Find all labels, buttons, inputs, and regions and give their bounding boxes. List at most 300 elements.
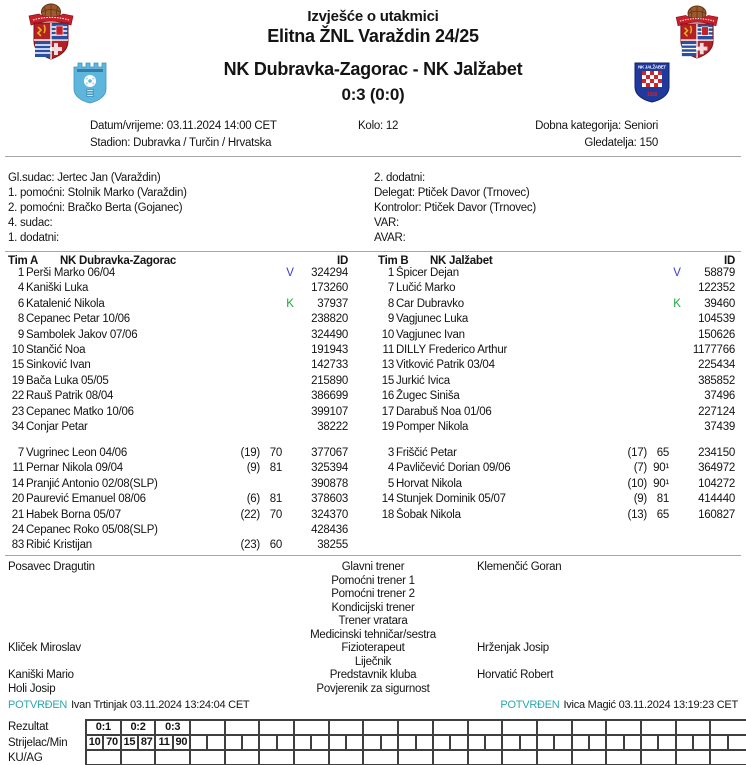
- away-club-logo-icon: [633, 61, 671, 106]
- player-name: Sambolek Jakov 07/06: [26, 328, 138, 341]
- signer-right: Ivica Magić 03.11.2024 13:19:23 CET: [563, 699, 738, 711]
- goal-scorer-cell: [503, 736, 520, 751]
- goal-minute-cell: 70: [104, 736, 121, 751]
- player-id: 58879: [704, 267, 735, 279]
- player-id: 39460: [704, 297, 735, 310]
- kuag-cell: [87, 751, 122, 764]
- player-number: 83: [11, 539, 24, 552]
- status-badge-right: POTVRĐEN: [500, 699, 560, 711]
- player-id: 386699: [311, 390, 348, 403]
- goal-result-cell: [364, 721, 399, 736]
- player-name: Špicer Dejan: [396, 267, 459, 279]
- substitution-minute: 90¹: [653, 477, 669, 490]
- player-name: Lučić Marko: [396, 282, 456, 295]
- substitution-for: [220, 523, 260, 538]
- goal-scorer-cell: [607, 736, 624, 751]
- player-row: [378, 446, 735, 461]
- player-number: 23: [11, 405, 24, 418]
- player-role-mark: [282, 281, 298, 296]
- team-a-label: Tim A: [8, 255, 39, 267]
- substitution-for: [220, 312, 260, 327]
- substitution-minute: [647, 266, 669, 281]
- player-row: [8, 358, 348, 373]
- player-id: 160827: [698, 508, 735, 521]
- player-id: 377067: [311, 447, 348, 459]
- kuag-cell: [226, 751, 261, 764]
- substitution-for: [607, 281, 647, 296]
- goal-scorer-cell: [711, 736, 728, 751]
- player-role-mark: [282, 446, 298, 461]
- goals-kuag-row: [87, 751, 746, 764]
- player-name: Cepanec Matko 10/06: [26, 405, 134, 418]
- substitution-minute: 81: [269, 493, 282, 506]
- substitution-minute: [260, 343, 282, 358]
- player-row: [8, 492, 348, 507]
- substitution-minute: 65: [656, 447, 669, 459]
- player-row: [8, 374, 348, 389]
- player-number: 3: [387, 447, 394, 459]
- substitution-for: [607, 266, 647, 281]
- goal-result-cell: [295, 721, 330, 736]
- official-row: AVAR:: [374, 232, 406, 244]
- goal-scorer-cell: [260, 736, 277, 751]
- player-name: Paurević Emanuel 08/06: [26, 493, 146, 506]
- player-role-mark: V: [673, 267, 681, 279]
- player-role-mark: [282, 358, 298, 373]
- kuag-cell: [156, 751, 191, 764]
- player-row: [8, 389, 348, 404]
- player-id: 37439: [704, 420, 735, 433]
- player-name: Kaniški Luka: [26, 282, 89, 295]
- player-name: Darabuš Noa 01/06: [396, 405, 492, 418]
- kuag-cell: [538, 751, 573, 764]
- match-category: Dobna kategorija: Seniori: [535, 120, 658, 132]
- player-number: 11: [12, 462, 24, 475]
- goal-result-cell: [607, 721, 642, 736]
- player-number: 14: [11, 477, 24, 490]
- player-row: [378, 312, 735, 327]
- goal-minute-cell: [278, 736, 295, 751]
- substitution-for: (13): [627, 508, 647, 521]
- score-line: 0:3 (0:0): [341, 85, 405, 104]
- player-role-mark: [669, 374, 685, 389]
- goal-minute-cell: [729, 736, 746, 751]
- player-row: [378, 405, 735, 420]
- match-attendance: Gledatelja: 150: [584, 137, 658, 149]
- official-row: Gl.sudac: Jertec Jan (Varaždin): [8, 172, 161, 184]
- player-name: Vagjunec Ivan: [396, 328, 465, 341]
- player-role-mark: [669, 328, 685, 343]
- substitution-for: [607, 405, 647, 420]
- substitution-for: [607, 297, 647, 312]
- substitution-minute: [260, 477, 282, 492]
- player-role-mark: [282, 477, 298, 492]
- goal-minute-cell: [625, 736, 642, 751]
- substitution-for: (7): [633, 462, 647, 475]
- substitution-minute: [647, 358, 669, 373]
- goal-result-cell: [226, 721, 261, 736]
- match-stadium: Stadion: Dubravka / Turčin / Hrvatska: [90, 137, 272, 149]
- player-row: [378, 297, 735, 312]
- player-id: 37496: [704, 390, 735, 403]
- player-id: 104539: [698, 313, 735, 326]
- player-row: [378, 461, 735, 476]
- player-id: 104272: [698, 477, 735, 490]
- goal-minute-cell: [417, 736, 434, 751]
- goal-scorer-cell: [538, 736, 555, 751]
- goal-minute-cell: [382, 736, 399, 751]
- substitution-minute: [260, 266, 282, 281]
- player-role-mark: [282, 461, 298, 476]
- goal-result-cell: [642, 721, 677, 736]
- goal-scorer-cell: [295, 736, 312, 751]
- goal-result-cell: [677, 721, 712, 736]
- goal-result-cell: [330, 721, 365, 736]
- substitution-minute: 90¹: [653, 462, 669, 475]
- goal-scorer-cell: [573, 736, 590, 751]
- player-role-mark: [669, 492, 685, 507]
- svg-text:1928: 1928: [646, 92, 658, 98]
- goal-result-cell: [711, 721, 746, 736]
- substitution-minute: 81: [656, 493, 669, 506]
- player-id: 234150: [698, 447, 735, 459]
- player-number: 19: [11, 374, 24, 387]
- goal-scorer-cell: [642, 736, 659, 751]
- team-a-starters: [8, 266, 348, 435]
- player-number: 14: [381, 493, 394, 506]
- divider: [5, 555, 741, 556]
- player-role-mark: [669, 281, 685, 296]
- substitution-for: [607, 420, 647, 435]
- substitution-minute: [260, 297, 282, 312]
- player-name: DILLY Frederico Arthur: [396, 343, 508, 356]
- player-number: 19: [381, 420, 394, 433]
- goal-result-cell: [503, 721, 538, 736]
- goal-result-cell: 0:3: [156, 721, 191, 736]
- player-role-mark: [669, 420, 685, 435]
- team-b-id-header: ID: [724, 255, 735, 267]
- player-row: [378, 374, 735, 389]
- substitution-minute: [647, 405, 669, 420]
- player-row: [378, 492, 735, 507]
- goal-minute-cell: [312, 736, 329, 751]
- player-number: 8: [17, 313, 24, 326]
- goal-scorer-cell: [191, 736, 208, 751]
- substitution-minute: [260, 281, 282, 296]
- substitution-for: (10): [627, 477, 647, 490]
- goal-minute-cell: [486, 736, 503, 751]
- player-number: 22: [11, 390, 24, 403]
- substitution-for: [220, 477, 260, 492]
- staff-role: Glavni trener: [341, 561, 405, 573]
- staff-role: Predstavnik kluba: [329, 669, 417, 682]
- substitution-minute: [647, 420, 669, 435]
- player-role-mark: [282, 328, 298, 343]
- substitution-minute: [647, 328, 669, 343]
- team-b-label: Tim B: [378, 255, 409, 267]
- player-number: 13: [381, 359, 394, 372]
- player-number: 7: [387, 282, 394, 295]
- staff-row: [0, 683, 746, 697]
- player-id: 225434: [698, 359, 735, 372]
- staff-row: [0, 642, 746, 656]
- player-id: 364972: [698, 462, 735, 475]
- goal-result-cell: [191, 721, 226, 736]
- substitution-minute: 60: [269, 539, 282, 552]
- player-name: Cepanec Roko 05/08(SLP): [26, 523, 158, 536]
- team-b-name: NK Jalžabet: [430, 255, 493, 267]
- staff-name-team-b: Klemenčić Goran: [477, 561, 562, 573]
- player-id: 325394: [311, 462, 348, 475]
- goal-minute-cell: [555, 736, 572, 751]
- player-id: 191943: [311, 343, 348, 356]
- goal-minute-cell: [451, 736, 468, 751]
- player-row: [8, 538, 348, 553]
- goal-scorer-cell: 11: [156, 736, 173, 751]
- confirmation-left: [8, 699, 249, 711]
- staff-name-team-a: Posavec Dragutin: [8, 561, 95, 573]
- player-number: 10: [381, 328, 394, 341]
- player-number: 21: [11, 508, 24, 521]
- player-name: Šobak Nikola: [396, 508, 461, 521]
- player-id: 1177766: [692, 343, 735, 356]
- staff-row: [0, 588, 746, 602]
- player-number: 9: [17, 328, 24, 341]
- substitution-minute: [260, 358, 282, 373]
- substitution-minute: [260, 389, 282, 404]
- kuag-cell: [122, 751, 157, 764]
- player-role-mark: [669, 343, 685, 358]
- match-round: Kolo: 12: [358, 120, 399, 132]
- player-id: 38255: [317, 539, 348, 552]
- player-name: Sinković Ivan: [26, 359, 91, 372]
- substitution-for: [607, 374, 647, 389]
- goal-minute-cell: [208, 736, 225, 751]
- substitution-minute: [260, 405, 282, 420]
- federation-crest-icon-left: [27, 3, 75, 63]
- staff-row: [0, 656, 746, 670]
- player-name: Vitković Patrik 03/04: [396, 359, 495, 372]
- kuag-cell: [711, 751, 746, 764]
- player-role-mark: [669, 405, 685, 420]
- staff-row: [0, 629, 746, 643]
- player-role-mark: [282, 538, 298, 553]
- staff-name-team-a: Holi Josip: [8, 682, 56, 695]
- goal-scorer-cell: [677, 736, 694, 751]
- staff-row: [0, 602, 746, 616]
- divider: [5, 251, 741, 252]
- goal-minute-cell: [243, 736, 260, 751]
- kuag-cell: [642, 751, 677, 764]
- player-row: [378, 358, 735, 373]
- goal-scorer-cell: [364, 736, 381, 751]
- player-name: Pranjić Antonio 02/08(SLP): [26, 477, 158, 490]
- kuag-cell: [573, 751, 608, 764]
- player-number: 17: [381, 405, 394, 418]
- team-a-name: NK Dubravka-Zagorac: [60, 255, 177, 267]
- staff-row: [0, 669, 746, 683]
- goal-minute-cell: [521, 736, 538, 751]
- player-role-mark: [282, 405, 298, 420]
- goal-minute-cell: 87: [139, 736, 156, 751]
- team-b-starters: [378, 266, 735, 435]
- player-row: [8, 461, 348, 476]
- goal-minute-cell: [347, 736, 364, 751]
- player-id: 378603: [311, 493, 348, 506]
- official-row: Kontrolor: Ptiček Davor (Trnovec): [374, 202, 536, 214]
- official-row: 4. sudac:: [8, 217, 53, 229]
- player-id: 37937: [317, 297, 348, 310]
- kuag-cell: [330, 751, 365, 764]
- staff-role: Pomoćni trener 2: [331, 588, 415, 601]
- player-number: 1: [387, 267, 394, 279]
- status-badge-left: POTVRĐEN: [8, 699, 68, 711]
- player-role-mark: [282, 420, 298, 435]
- substitution-minute: [647, 374, 669, 389]
- kuag-cell: [434, 751, 469, 764]
- goals-result-row: [87, 721, 746, 736]
- player-id: 238820: [311, 313, 348, 326]
- match-datetime: Datum/vrijeme: 03.11.2024 14:00 CET: [90, 120, 277, 132]
- goals-row-label: Strijelac/Min: [8, 736, 68, 749]
- player-number: 8: [387, 297, 394, 310]
- player-id: 324370: [311, 508, 348, 521]
- substitution-minute: [260, 312, 282, 327]
- player-name: Conjar Petar: [26, 420, 88, 433]
- player-id: 122352: [698, 282, 735, 295]
- report-title: Izvješće o utakmici: [307, 8, 439, 25]
- player-id: 215890: [311, 374, 348, 387]
- player-name: Ribić Kristijan: [26, 539, 92, 552]
- staff-role: Trener vratara: [338, 615, 408, 628]
- officials-list-left: [8, 171, 187, 246]
- goal-result-cell: 0:1: [87, 721, 122, 736]
- player-number: 16: [381, 390, 394, 403]
- substitution-for: [220, 420, 260, 435]
- player-name: Bača Luka 05/05: [26, 374, 109, 387]
- player-id: 324490: [311, 328, 348, 341]
- staff-role: Kondicijski trener: [331, 601, 415, 614]
- player-role-mark: [282, 523, 298, 538]
- goal-scorer-cell: [399, 736, 416, 751]
- player-row: [378, 343, 735, 358]
- substitution-for: [220, 374, 260, 389]
- team-a-id-header: ID: [337, 255, 348, 267]
- staff-role: Povjerenik za sigurnost: [316, 682, 430, 695]
- player-role-mark: [669, 477, 685, 492]
- player-row: [8, 281, 348, 296]
- substitution-minute: [260, 420, 282, 435]
- staff-role: Liječnik: [354, 655, 392, 668]
- player-number: 7: [17, 447, 24, 459]
- player-name: Habek Borna 05/07: [26, 508, 121, 521]
- player-number: 4: [17, 282, 24, 295]
- player-row: [8, 446, 348, 461]
- substitution-for: [220, 266, 260, 281]
- player-row: [378, 389, 735, 404]
- substitution-for: [220, 405, 260, 420]
- player-id: 324294: [311, 267, 348, 279]
- staff-row: [0, 575, 746, 589]
- staff-name-team-a: Kaniški Mario: [8, 669, 74, 682]
- player-name: Cepanec Petar 10/06: [26, 313, 130, 326]
- player-row: [8, 312, 348, 327]
- home-club-logo-icon: [72, 60, 108, 107]
- player-row: [8, 266, 348, 281]
- player-role-mark: [669, 389, 685, 404]
- player-id: 428436: [311, 523, 348, 536]
- substitution-for: [220, 297, 260, 312]
- player-role-mark: [669, 358, 685, 373]
- official-row: Delegat: Ptiček Davor (Trnovec): [374, 187, 530, 199]
- player-id: 150626: [698, 328, 735, 341]
- player-name: Pavličević Dorian 09/06: [396, 462, 511, 475]
- substitution-for: (19): [240, 447, 260, 459]
- confirmation-right: [500, 699, 738, 711]
- player-row: [8, 297, 348, 312]
- player-id: 414440: [698, 493, 735, 506]
- official-row: 2. pomoćni: Bračko Berta (Gojanec): [8, 202, 183, 214]
- goals-row-label: KU/AG: [8, 752, 43, 765]
- staff-row: [0, 615, 746, 629]
- substitution-minute: [260, 374, 282, 389]
- substitution-minute: [647, 343, 669, 358]
- substitution-minute: [647, 297, 669, 312]
- player-row: [378, 508, 735, 523]
- team-b-substitutes: [378, 446, 735, 523]
- goal-scorer-cell: [434, 736, 451, 751]
- substitution-minute: 65: [656, 508, 669, 521]
- substitution-for: [607, 343, 647, 358]
- player-role-mark: [282, 492, 298, 507]
- substitution-minute: [647, 389, 669, 404]
- substitution-for: [607, 389, 647, 404]
- player-name: Pomper Nikola: [396, 420, 469, 433]
- player-role-mark: [669, 461, 685, 476]
- player-id: 385852: [698, 374, 735, 387]
- player-role-mark: [282, 508, 298, 523]
- kuag-cell: [191, 751, 226, 764]
- divider: [5, 156, 741, 157]
- player-number: 5: [387, 477, 394, 490]
- player-name: Stunjek Dominik 05/07: [396, 493, 506, 506]
- kuag-cell: [469, 751, 504, 764]
- player-role-mark: [282, 374, 298, 389]
- substitution-minute: 70: [269, 447, 282, 459]
- player-row: [378, 328, 735, 343]
- goal-scorer-cell: [330, 736, 347, 751]
- goal-result-cell: [469, 721, 504, 736]
- player-role-mark: V: [286, 267, 294, 279]
- goal-scorer-cell: 10: [87, 736, 104, 751]
- substitution-for: (23): [240, 539, 260, 552]
- substitution-for: (9): [246, 462, 260, 475]
- kuag-cell: [364, 751, 399, 764]
- player-name: Horvat Nikola: [396, 477, 462, 490]
- player-id: 399107: [311, 405, 348, 418]
- player-number: 15: [11, 359, 24, 372]
- player-number: 24: [11, 523, 24, 536]
- player-name: Katalenić Nikola: [26, 297, 105, 310]
- player-number: 6: [17, 297, 24, 310]
- svg-text:NK JALŽABET: NK JALŽABET: [638, 64, 666, 70]
- player-number: 9: [387, 313, 394, 326]
- goal-result-cell: [538, 721, 573, 736]
- competition-title: Elitna ŽNL Varaždin 24/25: [267, 26, 479, 46]
- player-row: [378, 266, 735, 281]
- official-row: 1. pomoćni: Stolnik Marko (Varaždin): [8, 187, 187, 199]
- player-role-mark: [282, 343, 298, 358]
